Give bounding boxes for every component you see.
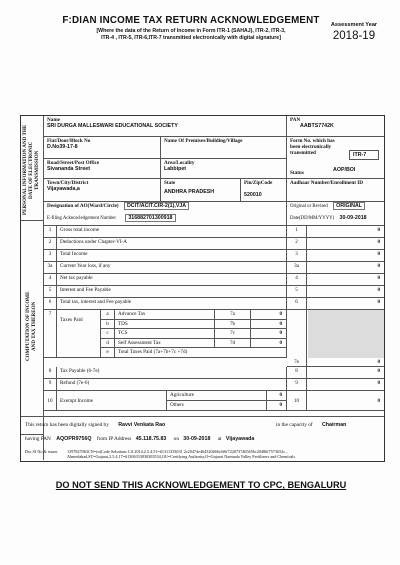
- tax-letter: b: [101, 320, 115, 330]
- form-no-value: ITR-7: [349, 150, 379, 160]
- taxes-paid-text: Taxes Paid: [60, 317, 83, 323]
- row-amount: 0: [307, 286, 384, 298]
- tax-ref: 7c: [215, 329, 251, 339]
- side-label-line: DATE OF ELECTRONIC: [28, 141, 34, 199]
- orig-cell: [287, 202, 384, 214]
- at-place: Vijayawada: [225, 436, 255, 442]
- row-8-ref: 8: [287, 367, 307, 379]
- page-subtitle: [46, 28, 336, 42]
- side-separator-bottom: [21, 434, 43, 435]
- row-9-label: Refund (7e-6): [57, 379, 287, 391]
- assessment-year-value: 2018-19: [332, 30, 376, 42]
- area-cell: [161, 159, 287, 179]
- name-cell: [44, 116, 287, 137]
- row-no: 6: [44, 298, 57, 310]
- subtitle-line-1: [Where the data of the Return of Income in Form ITR-1 (SAHAJ), ITR-2, ITR-3,: [96, 28, 286, 34]
- row-ref: 3a: [287, 262, 307, 274]
- town-label: Town/City/District: [47, 180, 89, 186]
- capacity-text: in the capacity of: [276, 422, 313, 428]
- town-value: Vijayawada,a: [47, 186, 80, 192]
- tax-label: Advance Tax: [115, 310, 215, 320]
- aadhaar-label: Aadhaar Number/Enrollment ID: [290, 180, 364, 186]
- row-9-ref: 9: [287, 379, 307, 391]
- row-10-ref-text: 10: [293, 398, 300, 404]
- pan-value: AABTS7742K: [300, 123, 334, 129]
- row-label: Total Income: [57, 250, 287, 262]
- on-text: on: [173, 436, 179, 442]
- row-no: 1: [44, 226, 57, 238]
- state-value: ANDHRA PRADESH: [164, 189, 215, 195]
- row-10-sub1: Agriculture: [167, 391, 267, 401]
- row-label: Total tax, interest and Fee payable: [57, 298, 287, 310]
- row-ref: 4: [287, 274, 307, 286]
- tax-ref: 7d: [215, 339, 251, 349]
- status-value: AOP/BOI: [333, 167, 356, 173]
- orig-value: ORIGINAL: [333, 202, 365, 210]
- total-taxes-ref: 7e: [287, 358, 307, 367]
- computation-side-label: [25, 246, 37, 406]
- date-value: 30-09-2018: [339, 215, 367, 221]
- page-title: F:DIAN INCOME TAX RETURN ACKNOWLEDGEMENT: [62, 15, 320, 26]
- flat-cell: [44, 137, 161, 159]
- road-value: Sivananda Street: [47, 166, 90, 172]
- taxes-paid-label: [57, 310, 101, 358]
- efiling-label: E-filing Acknowledgement Number: [47, 216, 117, 221]
- row-8-amount: 0: [307, 367, 384, 379]
- name-label: Name: [47, 117, 60, 123]
- efiling-cell: [44, 214, 287, 226]
- side-label-line: COMPUTATION OF INCOME: [25, 291, 31, 361]
- personal-info-side-label: [22, 122, 40, 218]
- signer-name: Ravvi Venkata Rao: [118, 422, 166, 428]
- having-pan-label: having PAN: [25, 436, 51, 442]
- ip-text: from IP Address: [96, 436, 132, 442]
- shaded-area: [308, 310, 384, 358]
- signed-line: [25, 422, 165, 428]
- row-8-label: Tax Payable (6-7e): [57, 367, 287, 379]
- row-10-amount: [307, 391, 384, 411]
- assessment-year-label: Assessment Year: [330, 22, 378, 28]
- row-label: Current Year loss, if any: [57, 262, 287, 274]
- row-no: 3a: [44, 262, 57, 274]
- row-10-no: [44, 391, 57, 411]
- pan-ip-line: [25, 436, 254, 442]
- row-10-amount-text: 0: [377, 398, 380, 404]
- row-amount: 0: [307, 274, 384, 286]
- tax-amount: 0: [251, 310, 287, 320]
- side-label-line: TRANSMISSION: [34, 150, 40, 190]
- row-8-no: 8: [44, 367, 57, 379]
- capacity-line: [276, 422, 346, 428]
- row-no: 3: [44, 250, 57, 262]
- assessment-year-box: [325, 22, 383, 49]
- row-amount: 0: [307, 262, 384, 274]
- pin-label: Pin/ZipCode: [244, 180, 273, 186]
- tax-amount: 0: [251, 320, 287, 330]
- tax-label: TDS: [115, 320, 215, 330]
- state-label: State: [164, 180, 176, 186]
- flat-value: D.No39-17-8: [47, 144, 78, 150]
- subtitle-line-2: ITR-4 , ITR-5, ITR-6,ITR-7 transmitted electronically with digital signature]: [101, 35, 281, 41]
- row-label: Net tax payable: [57, 274, 287, 286]
- row-10-label: [57, 391, 167, 411]
- having-pan-value: AQOPR9756Q: [56, 436, 92, 442]
- ip-value: 45.118.75.83: [135, 436, 167, 442]
- pan-label: PAN: [290, 117, 301, 123]
- row-label: Deductions under Chapter-VI-A: [57, 238, 287, 250]
- side-separator: [21, 220, 43, 221]
- tax-amount: 0: [251, 329, 287, 339]
- status-label: Status: [290, 170, 304, 176]
- row-10-sub2: Others: [167, 401, 267, 411]
- on-date: 30-09-2018: [183, 436, 211, 442]
- row-7-no: 7: [44, 310, 57, 358]
- row-10-sub2-amount: 0: [267, 401, 287, 411]
- date-cell: [287, 214, 384, 226]
- dsc-label: Dsc SI No & issuer: [25, 449, 58, 454]
- row-amount: 0: [307, 250, 384, 262]
- tax-label: Total Taxes Paid (7a+7b+7c +7d): [115, 348, 287, 358]
- side-label-line: AND TAX THEREON: [31, 301, 37, 351]
- signed-text: This return has been digitally signed by: [25, 422, 109, 428]
- at-text: at: [217, 436, 222, 442]
- row-10-ref: [287, 391, 307, 411]
- row-ref: 2: [287, 238, 307, 250]
- acknowledgement-form: [20, 115, 385, 462]
- form-no-label: Form No. which has been electronically transmitted: [290, 138, 335, 156]
- road-cell: [44, 159, 161, 179]
- pin-value: 520010: [244, 192, 262, 198]
- row-amount: 0: [307, 226, 384, 238]
- tax-label: Self Assessment Tax: [115, 339, 215, 349]
- do-not-send-note: DO NOT SEND THIS ACKNOWLEDGEMENT TO CPC, BENGALURU: [55, 480, 347, 490]
- tax-letter: a: [101, 310, 115, 320]
- tax-letter: d: [101, 339, 115, 349]
- row-no: 2: [44, 238, 57, 250]
- name-value: SRI DURGA MALLESWARI EDUCATIONAL SOCIETY: [47, 123, 178, 129]
- dsc-line-2: Ahmedabad,ST=Gujarat,2.5.4.17=#1306333830303534,OU=Certifying Authority,O=Gujarat Narmada Valley Fertilizers and Chemicals: [67, 454, 296, 459]
- side-label-line: PERSONAL INFORMATION AND THE: [22, 124, 28, 216]
- pan-cell: [287, 116, 384, 137]
- row-ref: 3: [287, 250, 307, 262]
- ao-cell: [44, 202, 287, 214]
- ao-label: Designation of AO(Ward/Circle): [47, 203, 119, 209]
- row-ref: 1: [287, 226, 307, 238]
- flat-label: Flat/Door/Block No: [47, 138, 91, 144]
- capacity-value: Chairman: [321, 422, 347, 428]
- row-amount: 0: [307, 238, 384, 250]
- tax-label: TCS: [115, 329, 215, 339]
- road-label: Road/Street/Post Office: [47, 160, 100, 166]
- area-label: Area/Locality: [164, 160, 195, 166]
- tax-ref: 7b: [215, 320, 251, 330]
- taxes-ref-empty: [287, 310, 307, 358]
- row-9-amount: 0: [307, 379, 384, 391]
- pin-cell: [241, 179, 287, 202]
- state-cell: [161, 179, 241, 202]
- row-10-no-text: 10: [47, 398, 53, 404]
- ao-value: DCIT/ACIT.CIR-2(1),VJA: [124, 202, 189, 210]
- row-no: 4: [44, 274, 57, 286]
- dsc-line-1: 1397827063CN=(n)Code Solutions CA 2014,2.5.4.51=#1311333031 2c20474e464320466c6f6f7220737465656c20486f7573652c...: [67, 449, 289, 454]
- row-10-sub1-amount: 0: [267, 391, 287, 401]
- row-10-label-text: Exempt Income: [60, 398, 93, 404]
- row-label: Interest and Fee Payable: [57, 286, 287, 298]
- tax-ref: 7a: [215, 310, 251, 320]
- row-9-no: 9: [44, 379, 57, 391]
- town-cell: [44, 179, 161, 202]
- efiling-value: 316882701300918: [125, 214, 175, 222]
- total-taxes-amount: 0: [307, 358, 384, 367]
- date-label: Date(DD/MM/YYYY): [290, 216, 335, 221]
- orig-label: Original or Revised: [290, 204, 328, 209]
- status-cell: [287, 159, 384, 179]
- aadhaar-cell: [287, 179, 384, 202]
- area-value: Labbipet: [164, 166, 187, 172]
- row-ref: 5: [287, 286, 307, 298]
- row-label: Gross total income: [57, 226, 287, 238]
- tax-letter: e: [101, 348, 115, 358]
- tax-letter: c: [101, 329, 115, 339]
- tax-amount: 0: [251, 339, 287, 349]
- footer-separator: [21, 416, 384, 417]
- row-amount: 0: [307, 298, 384, 310]
- row-no: 5: [44, 286, 57, 298]
- premises-cell: [161, 137, 287, 159]
- premises-label: Name Of Premises/Building/Village: [164, 138, 243, 144]
- row-ref: 6: [287, 298, 307, 310]
